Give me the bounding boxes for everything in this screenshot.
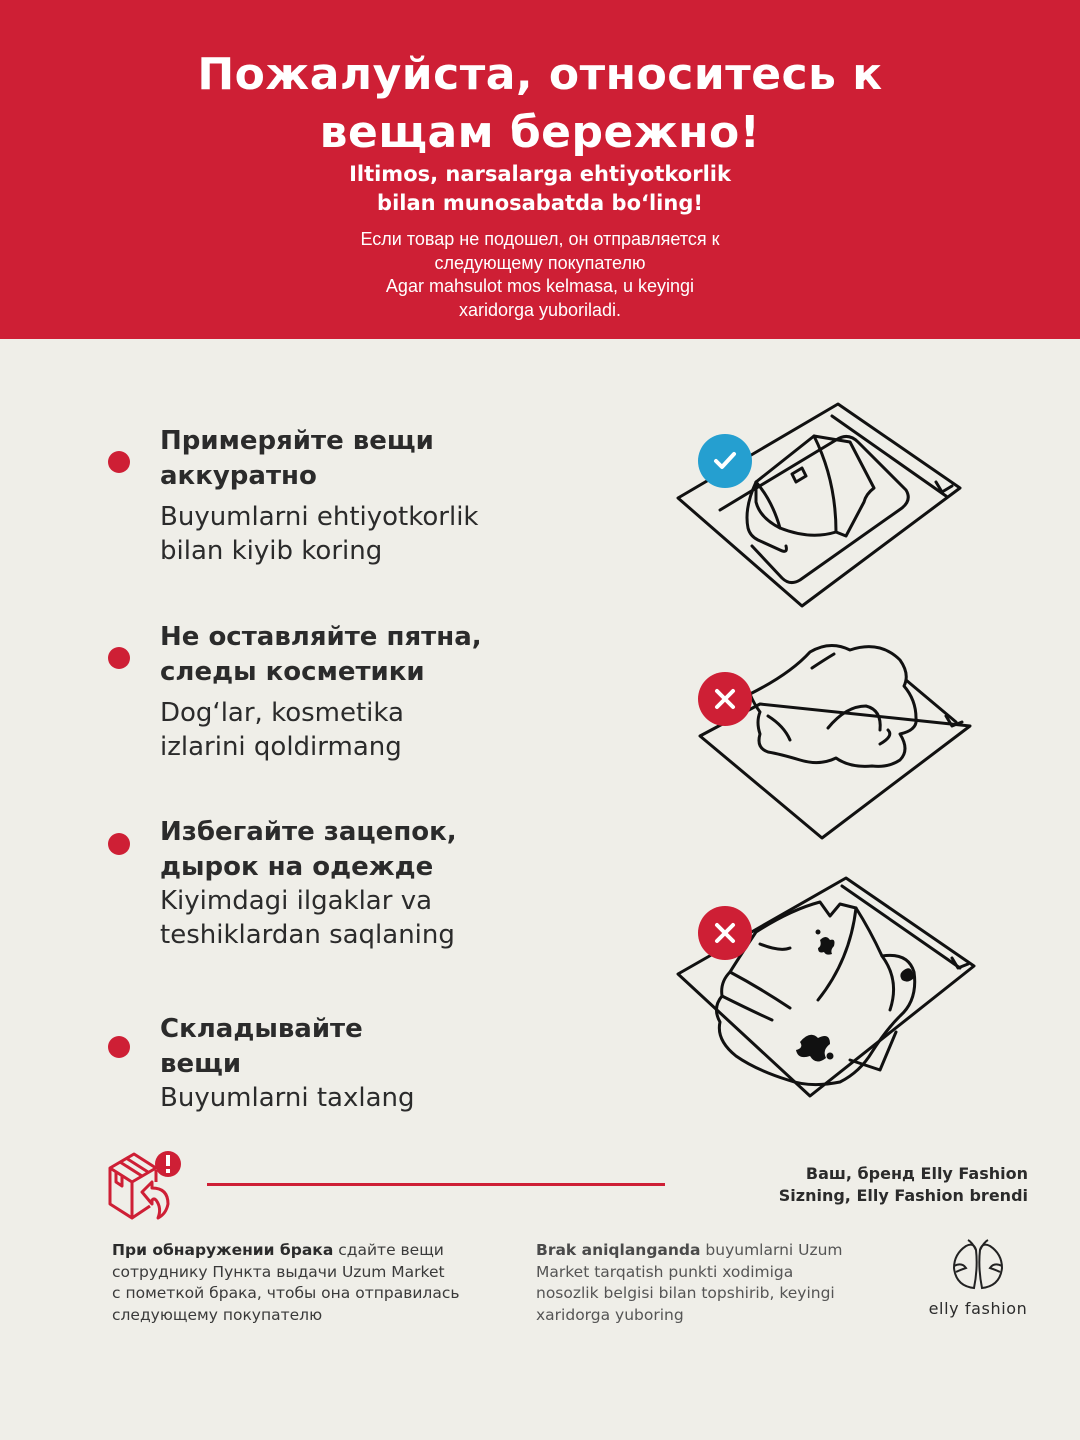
butterfly-logo-icon [948, 1238, 1008, 1292]
bullet-dot [108, 833, 130, 855]
rule-3-title [160, 815, 600, 885]
defect-text-line: Market tarqatish punkti xodimiga [536, 1262, 794, 1281]
cross-badge [698, 906, 752, 960]
brand-tag-line: Sizning, Elly Fashion brendi [778, 1186, 1028, 1205]
rule-translation-line: izlarini qoldirmang [160, 732, 402, 762]
defect-text-line: сдайте вещи [333, 1241, 444, 1259]
defect-text-line: nosozlik belgisi bilan topshirib, keyingi [536, 1284, 835, 1302]
defect-text-line: следующему покупателю [112, 1305, 323, 1324]
subtitle-line: Iltimos, narsalarga ehtiyotkorlik [349, 162, 731, 186]
rule-title-line: Избегайте зацепок, [160, 817, 457, 847]
rule-title-line: Складывайте [160, 1014, 363, 1044]
defect-text-line: buyumlarni Uzum [700, 1241, 843, 1259]
box-return-alert-icon [104, 1148, 184, 1222]
note-line: Agar mahsulot mos kelmasa, u keyingi [385, 276, 695, 296]
bullet-dot [108, 451, 130, 473]
illustration-folded-shirt [660, 390, 980, 630]
rule-3-translation [160, 884, 600, 952]
defect-heading-uz: Brak aniqlanganda [536, 1241, 701, 1259]
subtitle-line: bilan munosabatda bo‘ling! [377, 191, 703, 215]
defect-text-line: сотруднику Пункта выдачи Uzum Market [112, 1262, 445, 1281]
brand-logo [918, 1238, 1038, 1318]
illustration-crumpled-garment [660, 630, 980, 850]
brand-tag [779, 1163, 1028, 1207]
rule-translation-line: Buyumlarni taxlang [160, 1083, 415, 1113]
page-subtitle [0, 160, 1080, 218]
rule-1-translation [160, 500, 600, 568]
rule-2-title [160, 620, 600, 690]
rule-title-line: Не оставляйте пятна, [160, 622, 482, 652]
rule-translation-line: teshiklardan saqlaning [160, 920, 455, 950]
rule-title-line: аккуратно [160, 461, 317, 491]
rule-4-translation [160, 1081, 600, 1115]
rule-title-line: следы косметики [160, 657, 425, 687]
check-icon [710, 446, 740, 476]
logo-text: elly fashion [928, 1299, 1028, 1318]
note-line: следующему покупателю [434, 252, 646, 273]
rule-2-translation [160, 696, 600, 764]
rule-title-line: вещи [160, 1049, 242, 1079]
illustration-torn-garment [660, 860, 990, 1120]
title-line: Пожалуйста, относитесь к [197, 49, 883, 100]
defect-instructions-ru [112, 1240, 522, 1326]
defect-heading-ru: При обнаружении брака [112, 1241, 334, 1259]
check-badge [698, 434, 752, 488]
defect-text-line: с пометкой брака, чтобы она отправилась [112, 1284, 460, 1302]
brand-tag-line: Ваш, бренд Elly Fashion [805, 1164, 1028, 1183]
rule-translation-line: Dog‘lar, kosmetika [160, 698, 404, 728]
bullet-dot [108, 647, 130, 669]
title-line: вещам бережно! [319, 107, 761, 158]
defect-text-line: xaridorga yuboring [536, 1305, 684, 1324]
header-banner [0, 0, 1080, 339]
header-note [0, 228, 1080, 322]
rule-1-title [160, 424, 600, 494]
rule-4-title [160, 1012, 600, 1082]
divider [207, 1183, 665, 1186]
rule-translation-line: Buyumlarni ehtiyotkorlik [160, 502, 479, 532]
rule-title-line: Примеряйте вещи [160, 426, 434, 456]
defect-instructions-uz [536, 1240, 906, 1326]
cross-icon [711, 685, 739, 713]
note-line: Если товар не подошел, он отправляется к [360, 229, 720, 249]
page-title [0, 46, 1080, 162]
rule-translation-line: Kiyimdagi ilgaklar va [160, 886, 433, 916]
bullet-dot [108, 1036, 130, 1058]
cross-icon [711, 919, 739, 947]
rule-title-line: дырок на одежде [160, 852, 434, 882]
rule-translation-line: bilan kiyib koring [160, 536, 383, 566]
cross-badge [698, 672, 752, 726]
note-line: xaridorga yuboriladi. [458, 299, 622, 320]
